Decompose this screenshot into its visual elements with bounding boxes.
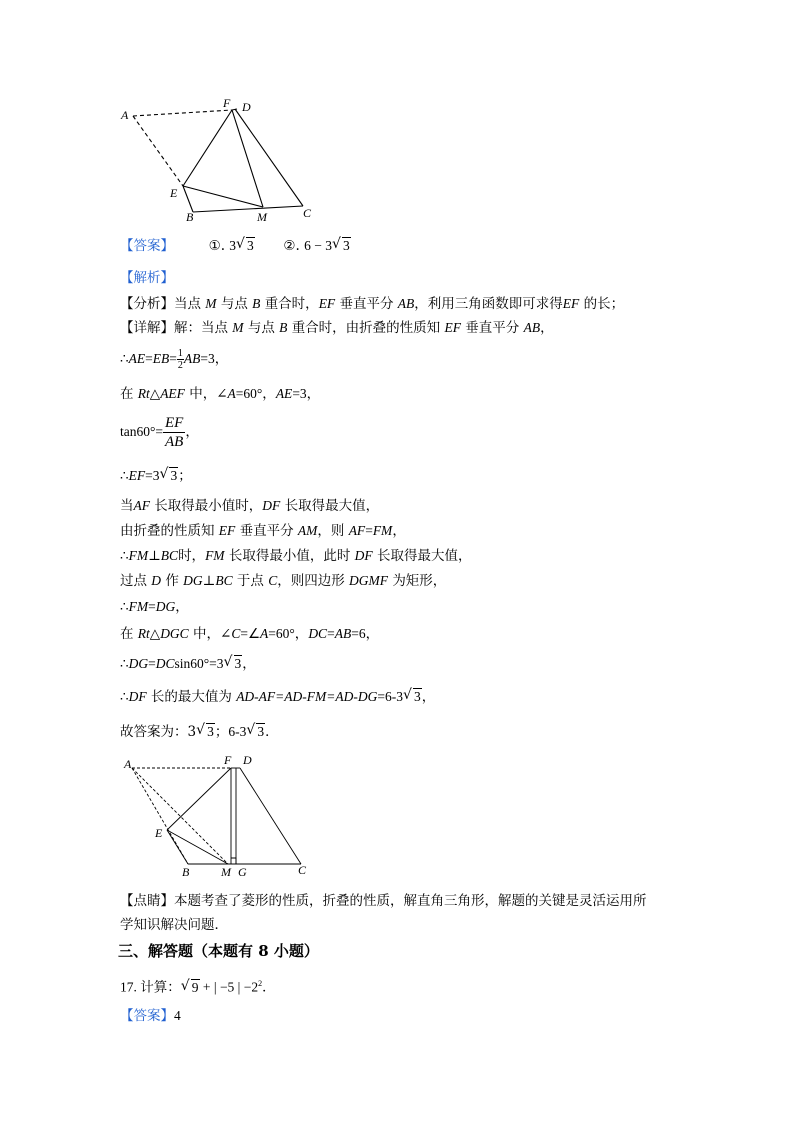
analysis-tag: 【解析】 [120, 270, 174, 286]
answer-2-prefix: 6 − 3 [304, 238, 332, 253]
answer-2-sqrt: √ 3 [333, 236, 351, 256]
ae-eb-line: ∴AE=EB= $\frac{1}{2}$ AB=3， [120, 348, 229, 371]
fm-dg-line: ∴FM=DG， [120, 599, 189, 615]
af-min-line: 当AF 长取得最小值时，DF 长取得最大值， [120, 498, 380, 514]
fig1-label-b: B [186, 210, 194, 224]
fig1-label-f: F [223, 96, 231, 110]
sqrt-3: √ 3 [225, 654, 243, 674]
dianjing-line-2: 学知识解决问题． [120, 917, 228, 933]
ef-value-line: ∴EF=3√ 3； [120, 466, 192, 486]
figure-rhombus-fold-2 [118, 752, 318, 880]
fig1-label-e: E [170, 186, 178, 200]
xiangjie-line: 【详解】解：当点 M 与点 B 重合时，由折叠的性质知 EF 垂直平分 AB， [120, 320, 554, 336]
answer-line [120, 236, 351, 256]
sqrt-3: √ 3 [247, 722, 265, 742]
rt-dgc-line: 在 Rt△DGC 中，∠C=∠A=60°，DC=AB=6， [120, 626, 380, 642]
answer-1-sqrt: √ 3 [237, 236, 255, 256]
dianjing-line-1: 【点睛】本题考查了菱形的性质，折叠的性质，解直角三角形，解题的关键是灵活运用所 [120, 893, 647, 909]
fraction-ef-ab: $\frac{EF}{AB}$ [165, 415, 184, 450]
section-title: 三、解答题（本题有 8 小题） [118, 942, 319, 960]
fig2-label-e: E [155, 826, 163, 840]
fig1-label-a: A [121, 108, 129, 122]
question-17: 17. 计算：√ 9 + | −5 | $-2^2$． [120, 974, 276, 998]
answer-tag: 【答案】 [120, 238, 174, 254]
sqrt-9: √ 9 [182, 978, 200, 998]
rt-aef-line: 在 Rt△AEF 中，∠A=60°，AE=3， [120, 386, 321, 402]
fm-perp-line: ∴FM⊥BC时，FM 长取得最小值，此时 DF 长取得最大值， [120, 548, 472, 564]
fig2-label-g: G [238, 865, 247, 879]
figure-rhombus-fold-1 [115, 95, 325, 225]
dianjing-tag: 【点睛】 [120, 893, 174, 909]
dg-value-line: ∴DG=DCsin60°=3√ 3， [120, 654, 256, 674]
final-answer-line: 故答案为：3√ 3；6-3√ 3． [120, 722, 279, 742]
fig2-label-b: B [182, 865, 190, 879]
answer-17-line [120, 1006, 181, 1026]
fig2-label-f: F [224, 753, 232, 767]
answer-17-value: 4 [174, 1008, 181, 1023]
df-max-line: ∴DF 长的最大值为 AD-AF=AD-FM=AD-DG=6-3√ 3， [120, 687, 435, 707]
sqrt-3: √ 3 [404, 687, 422, 707]
fig2-label-a: A [124, 757, 132, 771]
dg-perp-line: 过点 D 作 DG⊥BC 于点 C，则四边形 DGMF 为矩形， [120, 573, 447, 589]
fenxi-line: 【分析】当点 M 与点 B 重合时，EF 垂直平分 AB，利用三角函数即可求得EF 的长； [120, 296, 625, 312]
fig2-label-c: C [298, 863, 307, 877]
fold-line: 由折叠的性质知 EF 垂直平分 AM，则 AF=FM， [120, 523, 406, 539]
fig1-label-d: D [242, 100, 251, 114]
fig1-label-c: C [303, 206, 312, 220]
answer-mark-1: ①. [208, 238, 225, 254]
fraction-one-half: $\frac{1}{2}$ [177, 348, 183, 371]
answer-mark-2: ②. [283, 238, 300, 254]
sqrt-3: √ 3 [197, 722, 215, 742]
fenxi-tag: 【分析】 [120, 296, 174, 312]
answer-17-tag: 【答案】 [120, 1008, 174, 1024]
tan-line: tan60°= $\frac{EF}{AB}$ ， [120, 415, 199, 450]
fig2-label-d: D [243, 753, 252, 767]
answer-1-coef: 3 [229, 238, 237, 253]
fig1-label-m: M [257, 210, 267, 224]
xiangjie-tag: 【详解】 [120, 320, 174, 336]
fig2-label-m: M [221, 865, 231, 879]
sqrt-3: √ 3 [160, 466, 178, 486]
